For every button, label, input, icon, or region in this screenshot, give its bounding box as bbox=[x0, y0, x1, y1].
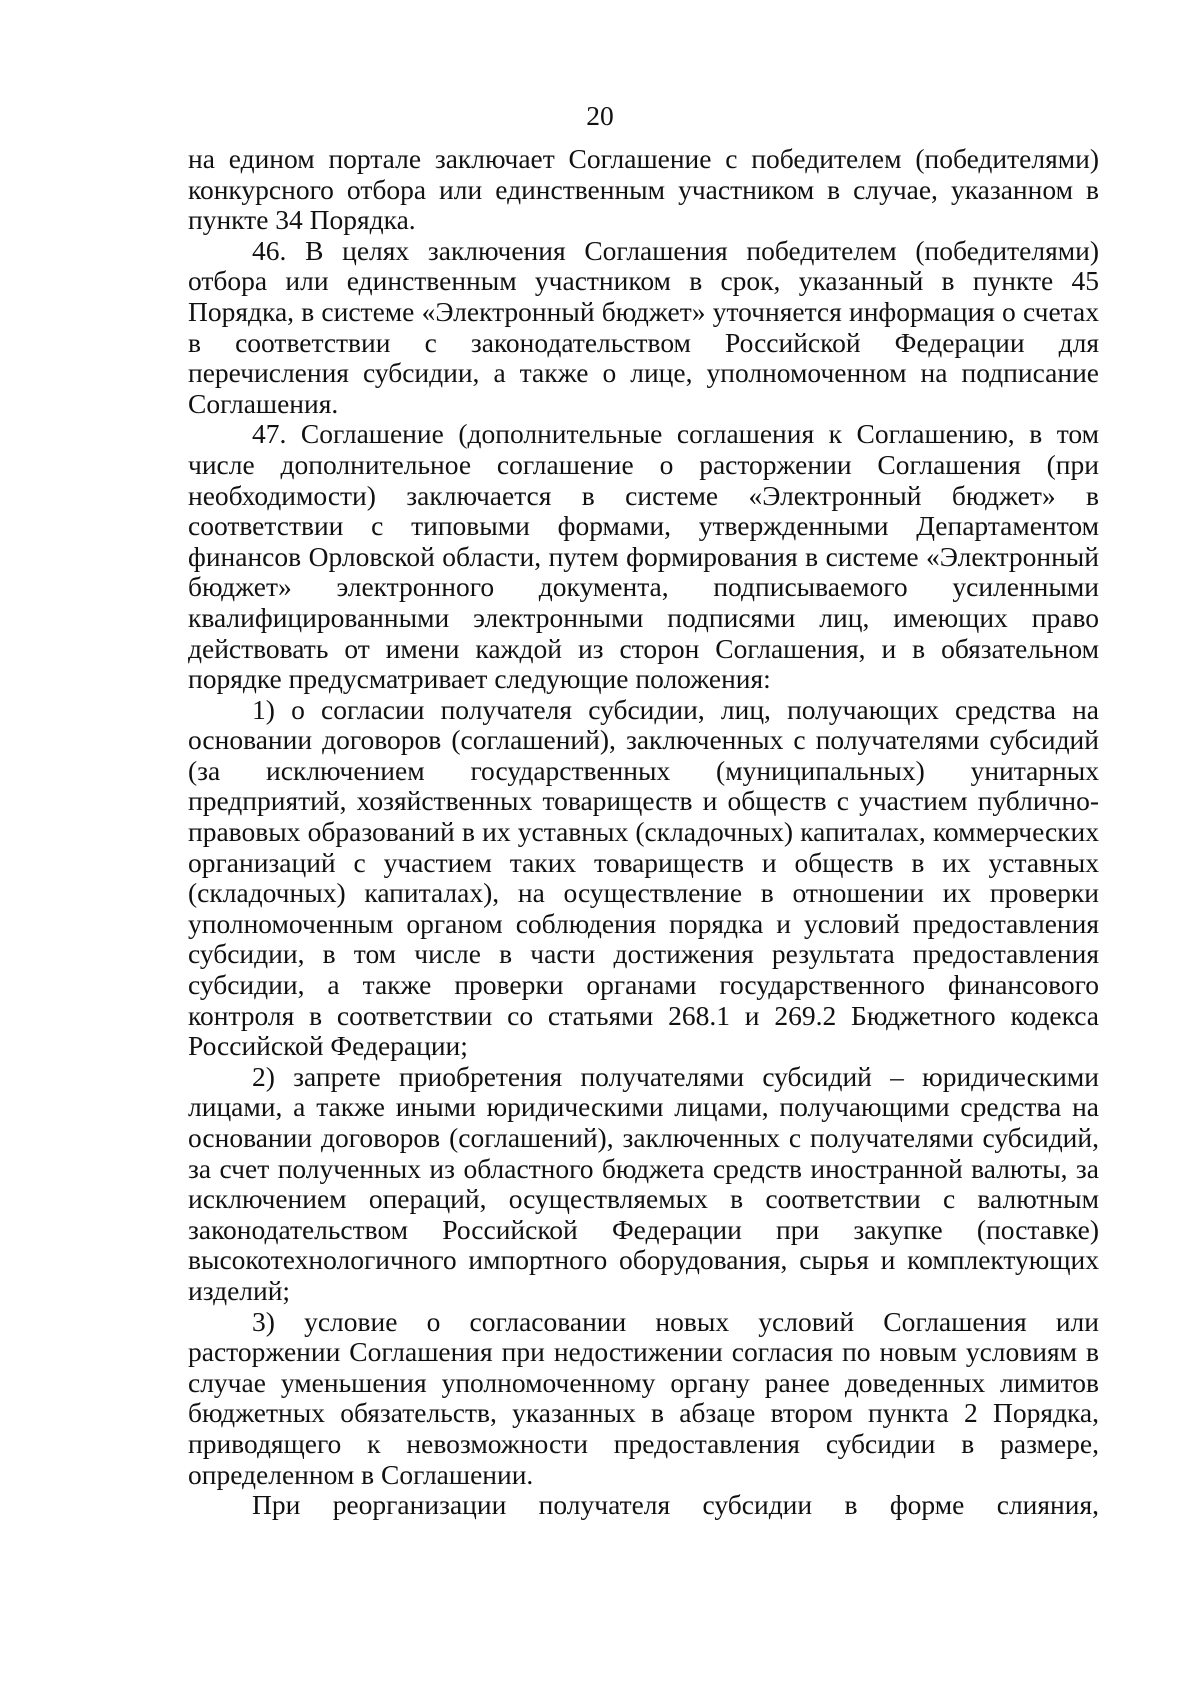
paragraph-47-item-3: 3) условие о согласовании новых условий Соглашения или расторжении Соглашения при недостижении согласия по новым условиям в случае уменьшения уполномоченному органу ранее доведенных лимитов бюджетных обязательств, указанных в абзаце втором пункта 2 Порядка, приводящего к невозможности предоставления субсидии в размере, определенном в Соглашении. bbox=[188, 1305, 1099, 1490]
paragraph-47-item-1: 1) о согласии получателя субсидии, лиц, получающих средства на основании договоров (соглашений), заключенных с получателями субсидий (за исключением государственных (муниципальных) унитарных предприятий, хозяйственных товариществ и обществ с участием публично-правовых образований в их уставных (складочных) капиталах, коммерческих организаций с участием таких товариществ и обществ в их уставных (складочных) капиталах), на осуществление в отношении их проверки уполномоченным органом соблюдения порядка и условий предоставления субсидии, в том числе в части достижения результата предоставления субсидии, а также проверки органами государственного финансового контроля в соответствии со статьями 268.1 и 269.2 Бюджетного кодекса Российской Федерации; bbox=[188, 693, 1099, 1062]
document-body bbox=[188, 144, 1099, 1521]
paragraph-46: 46. В целях заключения Соглашения победителем (победителями) отбора или единственным участником в срок, указанный в пункте 45 Порядка, в системе «Электронный бюджет» уточняется информация о счетах в соответствии с законодательством Российской Федерации для перечисления субсидии, а также о лице, уполномоченном на подписание Соглашения. bbox=[188, 234, 1099, 419]
paragraph-47: 47. Соглашение (дополнительные соглашения к Соглашению, в том числе дополнительное соглашение о расторжении Соглашения (при необходимости) заключается в системе «Электронный бюджет» в соответствии с типовыми формами, утвержденными Департаментом финансов Орловской области, путем формирования в системе «Электронный бюджет» электронного документа, подписываемого усиленными квалифицированными электронными подписями лиц, имеющих право действовать от имени каждой из сторон Соглашения, и в обязательном порядке предусматривает следующие положения: bbox=[188, 418, 1099, 695]
page-number: 20 bbox=[586, 100, 614, 131]
paragraph-continuation: на едином портале заключает Соглашение с победителем (победителями) конкурсного отбора или единственным участником в случае, указанном в пункте 34 Порядка. bbox=[188, 143, 1099, 236]
paragraph-reorganization: При реорганизации получателя субсидии в форме слияния, bbox=[252, 1489, 1099, 1521]
paragraph-47-item-2: 2) запрете приобретения получателями субсидий – юридическими лицами, а также иными юридическими лицами, получающими средства на основании договоров (соглашений), заключенных с получателями субсидий, за счет полученных из областного бюджета средств иностранной валюты, за исключением операций, осуществляемых в соответствии с валютным законодательством Российской Федерации при закупке (поставке) высокотехнологичного импортного оборудования, сырья и комплектующих изделий; bbox=[188, 1060, 1099, 1306]
